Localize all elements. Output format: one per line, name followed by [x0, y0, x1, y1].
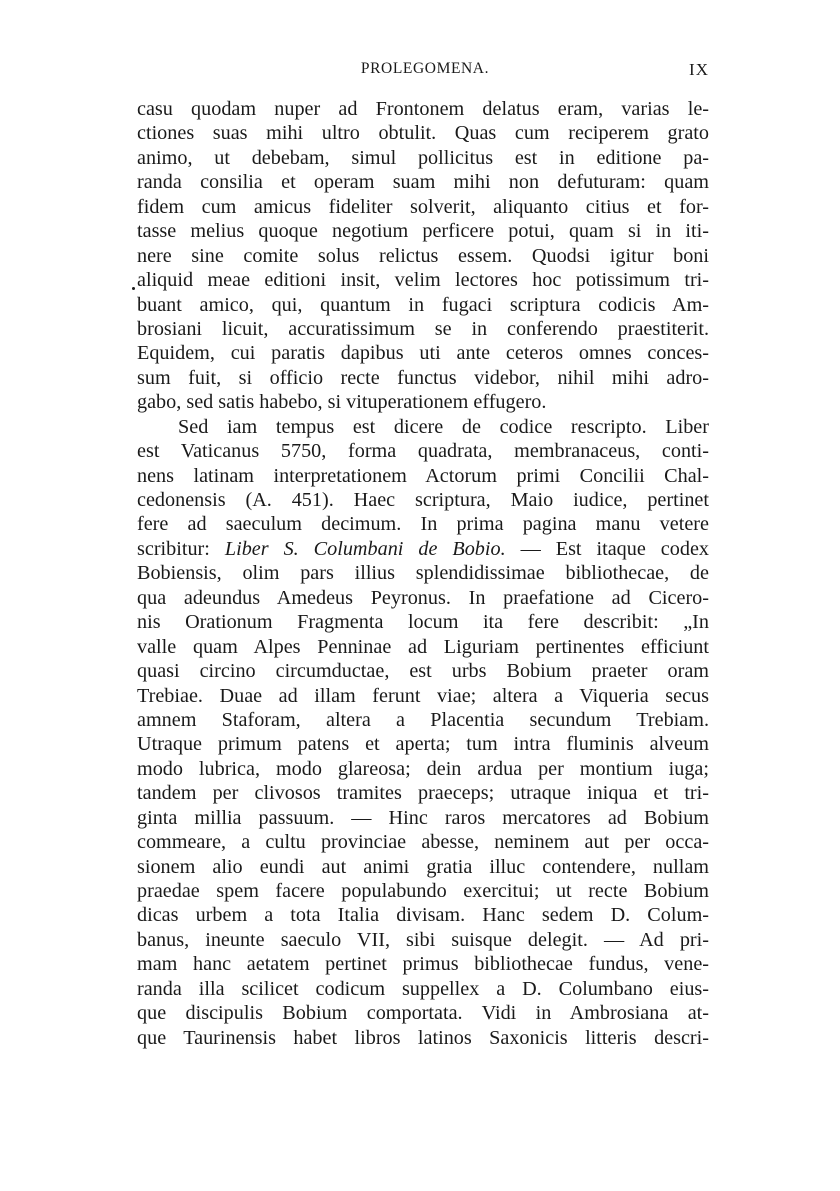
- text-line: Sed iam tempus est dicere de codice rescripto. Liber: [178, 415, 709, 438]
- text-line: Equidem, cui paratis dapibus uti ante ceteros omnes conces-: [137, 342, 709, 365]
- text-line: amnem Staforam, altera a Placentia secundum Trebiam.: [137, 708, 709, 731]
- citation-prefix: scribitur:: [137, 537, 225, 560]
- text-line: animo, ut debebam, simul pollicitus est in editione pa-: [137, 146, 709, 169]
- text-line: randa illa scilicet codicum suppellex a D. Columbano eius-: [137, 977, 709, 1000]
- text-line: mam hanc aetatem pertinet primus bibliothecae fundus, vene-: [137, 953, 709, 976]
- text-line: cedonensis (A. 451). Haec scriptura, Maio iudice, pertinet: [137, 489, 709, 511]
- text-line: casu quodam nuper ad Frontonem delatus eram, varias le-: [137, 98, 709, 120]
- text-line: nere sine comite solus relictus essem. Quodsi igitur boni: [137, 244, 709, 267]
- text-line: brosiani licuit, accuratissimum se in conferendo praestiterit.: [137, 317, 709, 340]
- text-line: valle quam Alpes Penninae ad Liguriam pertinentes efficiunt: [137, 635, 709, 658]
- text-line: ginta millia passuum. — Hinc raros mercatores ad Bobium: [137, 806, 709, 829]
- text-line: fidem cum amicus fideliter solverit, aliquanto citius et for-: [137, 195, 709, 218]
- text-line: Trebiae. Duae ad illam ferunt viae; altera a Viqueria secus: [137, 684, 709, 707]
- text-line: aliquid meae editioni insit, velim lectores hoc potissimum tri-: [137, 269, 709, 292]
- paragraph-2: [137, 415, 709, 1050]
- margin-mark: [132, 287, 135, 290]
- text-line-with-citation: [137, 537, 709, 561]
- text-line: commeare, a cultu provinciae abesse, neminem aut per occa-: [137, 831, 709, 854]
- text-line: gabo, sed satis habebo, si vituperationem effugero.: [137, 391, 547, 414]
- text-line: quasi circino circumductae, est urbs Bobium praeter oram: [137, 660, 709, 683]
- page-header: [137, 58, 713, 84]
- text-line: dicas urbem a tota Italia divisam. Hanc sedem D. Colum-: [137, 904, 709, 927]
- running-head: PROLEGOMENA.: [360, 60, 490, 77]
- text-line: qua adeundus Amedeus Peyronus. In praefatione ad Cicero-: [137, 586, 709, 609]
- text-line: nis Orationum Fragmenta locum ita fere describit: „In: [137, 611, 709, 634]
- text-line: que Taurinensis habet libros latinos Saxonicis litteris descri-: [137, 1026, 709, 1049]
- text-line: tasse melius quoque negotium perficere potui, quam si in iti-: [137, 220, 709, 243]
- text-line: nens latinam interpretationem Actorum primi Concilii Chal-: [137, 464, 709, 487]
- text-line: modo lubrica, modo glareosa; dein ardua per montium iuga;: [137, 757, 709, 780]
- text-line: randa consilia et operam suam mihi non defuturam: quam: [137, 171, 709, 194]
- text-line: buant amico, qui, quantum in fugaci scriptura codicis Am-: [137, 293, 709, 316]
- text-line: fere ad saeculum decimum. In prima pagina manu vetere: [137, 513, 709, 536]
- text-line: sum fuit, si officio recte functus videbor, nihil mihi adro-: [137, 366, 709, 389]
- text-line: ctiones suas mihi ultro obtulit. Quas cum reciperem grato: [137, 122, 709, 145]
- text-line: Bobiensis, olim pars illius splendidissimae bibliothecae, de: [137, 562, 709, 585]
- text-line: Utraque primum patens et aperta; tum intra fluminis alveum: [137, 733, 709, 756]
- paragraph-1: [137, 97, 709, 415]
- page-number: IX: [689, 60, 709, 79]
- citation-suffix: — Est itaque codex: [505, 537, 709, 560]
- text-line: tandem per clivosos tramites praeceps; utraque iniqua et tri-: [137, 782, 709, 805]
- manuscript-inscription: Liber S. Columbani de Bobio.: [224, 537, 506, 560]
- body-text: [137, 97, 709, 1050]
- text-line: est Vaticanus 5750, forma quadrata, membranaceus, conti-: [137, 440, 709, 463]
- text-line: banus, ineunte saeculo VII, sibi suisque delegit. — Ad pri-: [137, 928, 709, 951]
- text-line: praedae spem facere populabundo exercitui; ut recte Bobium: [137, 880, 709, 902]
- text-line: que discipulis Bobium comportata. Vidi in Ambrosiana at-: [137, 1002, 709, 1025]
- text-line: sionem alio eundi aut animi gratia illuc contendere, nullam: [137, 855, 709, 878]
